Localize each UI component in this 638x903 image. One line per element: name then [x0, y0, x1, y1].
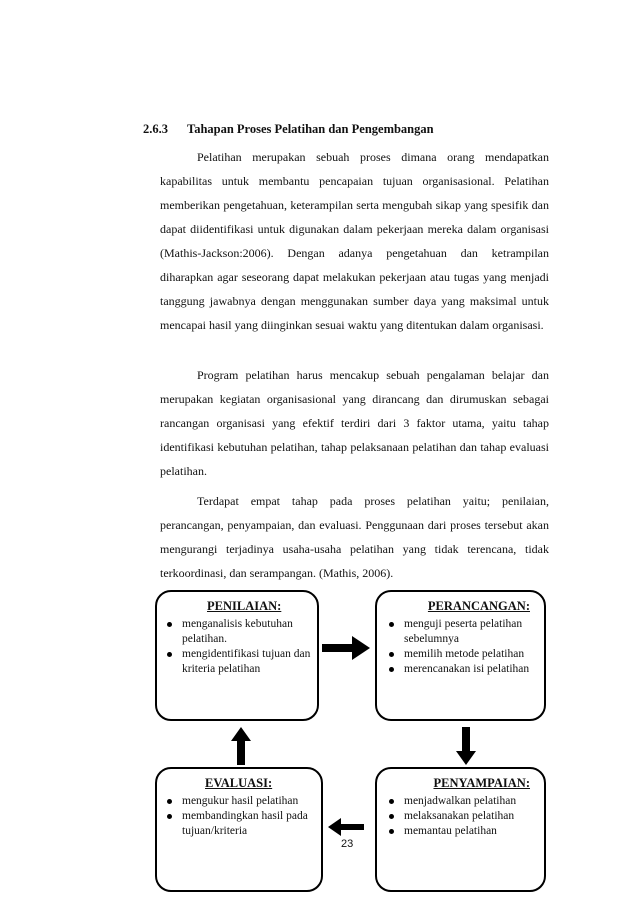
list-item: melaksanakan pelatihan	[387, 809, 538, 824]
paragraph-2: Program pelatihan harus mencakup sebuah pengalaman belajar dan merupakan kegiatan organisasional yang dirancang dan dirumuskan sebagai rancangan organisasi yang efektif terdiri dari 3 faktor utama, yaitu tahap identifikasi kebutuhan pelatihan, tahap pelaksanaan pelatihan dan tahap evaluasi pelatihan.	[160, 368, 549, 478]
box-evaluasi	[155, 767, 323, 892]
box-perancangan-list	[387, 617, 538, 677]
arrow-right-icon	[322, 636, 370, 660]
list-item: memantau pelatihan	[387, 824, 538, 839]
list-item: menganalisis kebutuhan pelatihan.	[165, 617, 311, 647]
section-title: Tahapan Proses Pelatihan dan Pengembangan	[187, 122, 434, 136]
box-perancangan-title: PERANCANGAN:	[427, 599, 530, 613]
arrow-up-icon	[231, 727, 251, 765]
paragraph-1: Pelatihan merupakan sebuah proses dimana orang mendapatkan kapabilitas untuk membantu pencapaian tujuan organisasional. Pelatihan memberikan pengetahuan, keterampilan serta mengubah sikap yang spesifik dan dapat diidentifikasi untuk digunakan dalam pekerjaan mereka dalam organisasi (Mathis-Jackson:2006). Dengan adanya pengetahuan dan ketrampilan diharapkan agar seseorang dapat melakukan pekerjaan atau tugas yang menjadi tanggung jawabnya dengan menggunakan sumber daya yang maksimal untuk mencapai hasil yang diinginkan sesuai waktu yang ditentukan dalam organisasi.	[160, 150, 549, 332]
list-item: mengidentifikasi tujuan dan kriteria pelatihan	[165, 647, 311, 677]
list-item: menjadwalkan pelatihan	[387, 794, 538, 809]
list-item: memilih metode pelatihan	[387, 647, 538, 662]
list-item: merencanakan isi pelatihan	[387, 662, 538, 677]
arrow-left-icon	[328, 818, 364, 836]
box-penilaian-list	[165, 617, 311, 677]
list-item: menguji peserta pelatihan sebelumnya	[387, 617, 538, 647]
arrow-down-icon	[456, 727, 476, 765]
section-heading	[143, 122, 434, 137]
section-number: 2.6.3	[143, 122, 168, 136]
box-perancangan	[375, 590, 546, 721]
list-item: membandingkan hasil pada tujuan/kriteria	[165, 809, 315, 839]
box-penyampaian-list	[387, 794, 538, 839]
box-penilaian	[155, 590, 319, 721]
box-evaluasi-title: EVALUASI:	[205, 776, 273, 790]
box-evaluasi-list	[165, 794, 315, 839]
list-item: mengukur hasil pelatihan	[165, 794, 315, 809]
box-penilaian-title: PENILAIAN:	[207, 599, 282, 613]
box-penyampaian	[375, 767, 546, 892]
page-number: 23	[341, 838, 354, 850]
box-penyampaian-title: PENYAMPAIAN:	[433, 776, 530, 790]
paragraph-3: Terdapat empat tahap pada proses pelatihan yaitu; penilaian, perancangan, penyampaian, dan evaluasi. Penggunaan dari proses tersebut akan mengurangi terjadinya usaha-usaha pelatihan yang tidak terencana, tidak terkoordinasi, dan serampangan. (Mathis, 2006).	[160, 494, 549, 580]
